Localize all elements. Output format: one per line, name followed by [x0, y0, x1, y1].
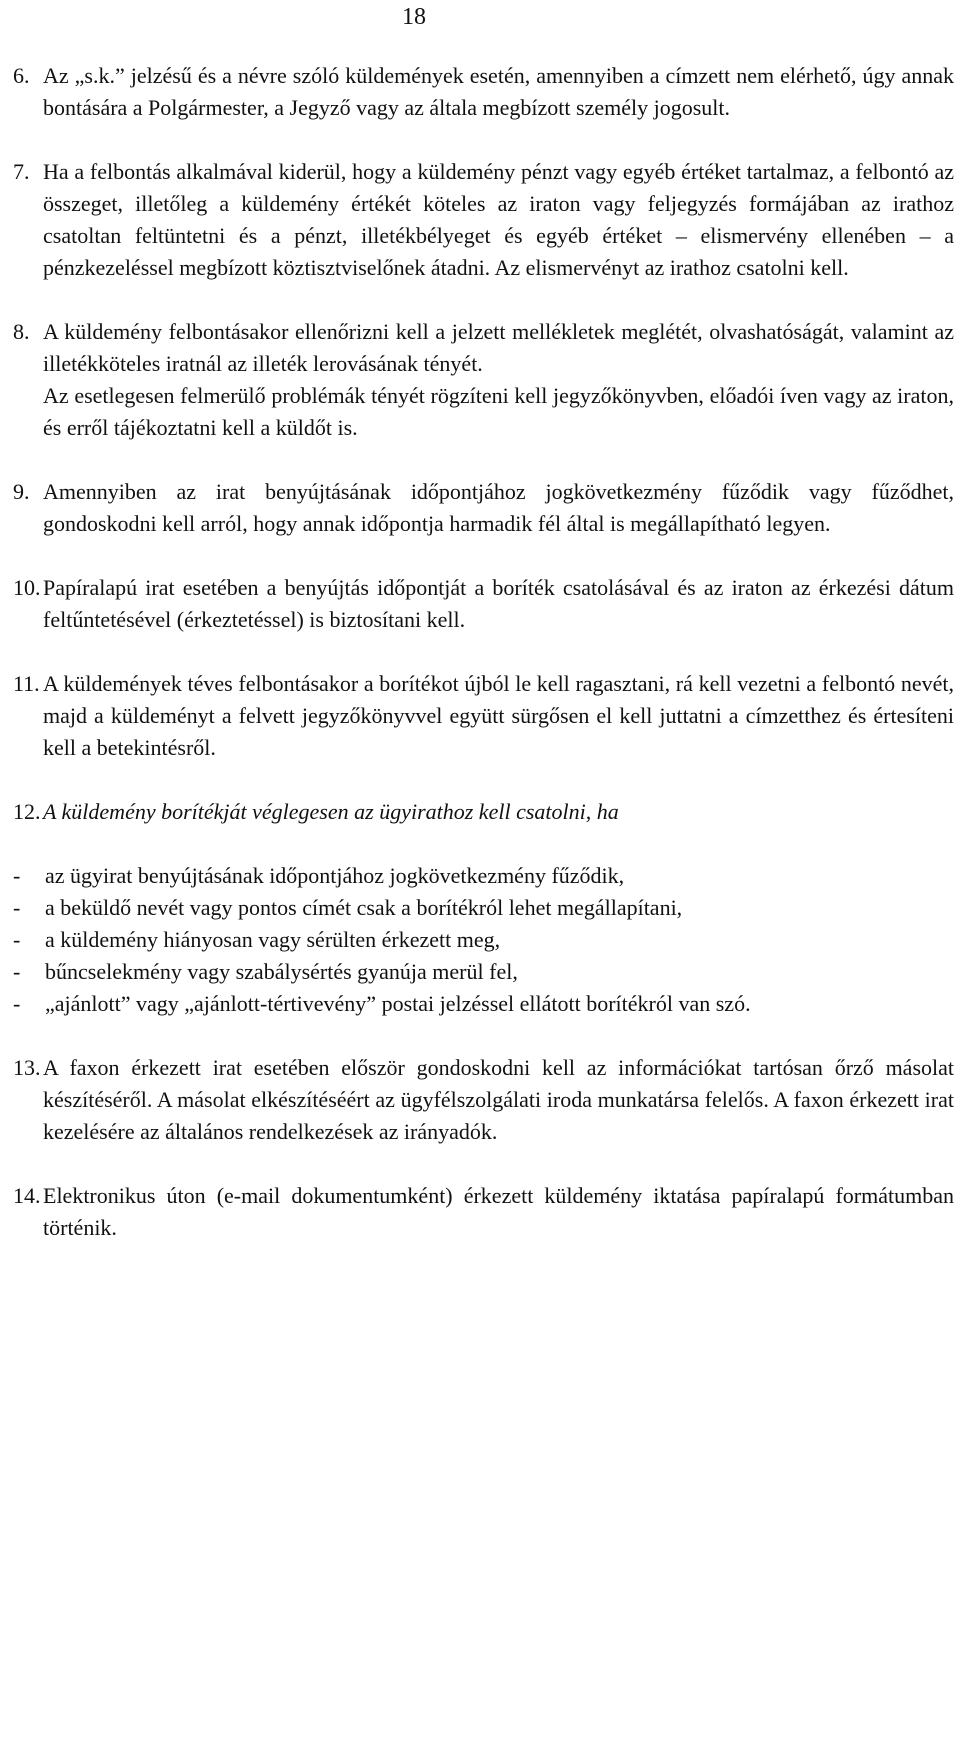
- item-number: 6.: [13, 63, 30, 88]
- item-number: 7.: [13, 159, 30, 184]
- item-number: 11.: [13, 671, 40, 696]
- item-13: [13, 1052, 954, 1148]
- item-text: A küldemények téves felbontásakor a borítékot újból le kell ragasztani, rá kell vezetni a felbontó nevét, majd a küldeményt a felvett jegyzőkönyvvel együtt sürgősen el kell juttatni a címzetthez és értesíteni kell a betekintésről.: [43, 671, 954, 760]
- document-body: [13, 60, 954, 1244]
- item-text: A faxon érkezett irat esetében először gondoskodni kell az információkat tartósan őrző másolat készítéséről. A másolat elkészítéséért az ügyfélszolgálati iroda munkatársa felelős. A faxon érkezett irat kezelésére az általános rendelkezések az irányadók.: [43, 1055, 954, 1144]
- item-text: Papíralapú irat esetében a benyújtás időpontját a boríték csatolásával és az iraton az érkezési dátum feltűntetésével (érkeztetéssel) is biztosítani kell.: [43, 575, 954, 632]
- list-item: - „ajánlott” vagy „ajánlott-tértivevény” postai jelzéssel ellátott borítékról van szó.: [13, 991, 751, 1016]
- item-9: [13, 476, 954, 540]
- item-number: 9.: [13, 479, 30, 504]
- item-text: Az „s.k.” jelzésű és a névre szóló küldemények esetén, amennyiben a címzett nem elérhető, úgy annak bontására a Polgármester, a Jegyző vagy az általa megbízott személy jogosult.: [43, 63, 954, 120]
- item-8: [13, 316, 954, 444]
- item-text: Ha a felbontás alkalmával kiderül, hogy a küldemény pénzt vagy egyéb értéket tartalmaz, a felbontó az összeget, illetőleg a küldemény értékét köteles az iraton vagy feljegyzés formájában az irathoz csatoltan feltüntetni és a pénzt, illetékbélyeget és egyéb értéket – elismervény ellenében – a pénzkezeléssel megbízott köztisztviselőnek átadni. Az elismervényt az irathoz csatolni kell.: [43, 159, 954, 280]
- list-item: - a küldemény hiányosan vagy sérülten érkezett meg,: [13, 927, 501, 952]
- item-text: A küldemény felbontásakor ellenőrizni kell a jelzett mellékletek meglétét, olvashatóságát, valamint az illetékköteles iratnál az illeték lerovásának tényét.: [43, 319, 954, 376]
- item-number: 10.: [13, 575, 41, 600]
- item-12-list: [13, 860, 954, 1020]
- list-item: - bűncselekmény vagy szabálysértés gyanúja merül fel,: [13, 959, 518, 984]
- item-7: [13, 156, 954, 284]
- item-text: A küldemény borítékját véglegesen az ügyirathoz kell csatolni, ha: [43, 799, 619, 824]
- item-12: [13, 796, 954, 828]
- item-number: 13.: [13, 1055, 41, 1080]
- item-11: [13, 668, 954, 764]
- item-10: [13, 572, 954, 636]
- item-6: [13, 60, 954, 124]
- item-number: 14.: [13, 1183, 41, 1208]
- item-text: Amennyiben az irat benyújtásának időpontjához jogkövetkezmény fűződik vagy fűződhet, gondoskodni kell arról, hogy annak időpontja harmadik fél által is megállapítható legyen.: [43, 479, 954, 536]
- item-14: [13, 1180, 954, 1244]
- item-number: 8.: [13, 319, 30, 344]
- page-number: 18: [402, 4, 426, 30]
- item-number: 12.: [13, 799, 41, 824]
- list-item: - a beküldő nevét vagy pontos címét csak a borítékról lehet megállapítani,: [13, 895, 683, 920]
- item-text: Elektronikus úton (e-mail dokumentumként) érkezett küldemény iktatása papíralapú formátumban történik.: [43, 1183, 954, 1240]
- list-item: - az ügyirat benyújtásának időpontjához jogkövetkezmény fűződik,: [13, 863, 625, 888]
- item-text-continued: Az esetlegesen felmerülő problémák tényét rögzíteni kell jegyzőkönyvben, előadói íven vagy az iraton, és erről tájékoztatni kell a küldőt is.: [43, 383, 954, 440]
